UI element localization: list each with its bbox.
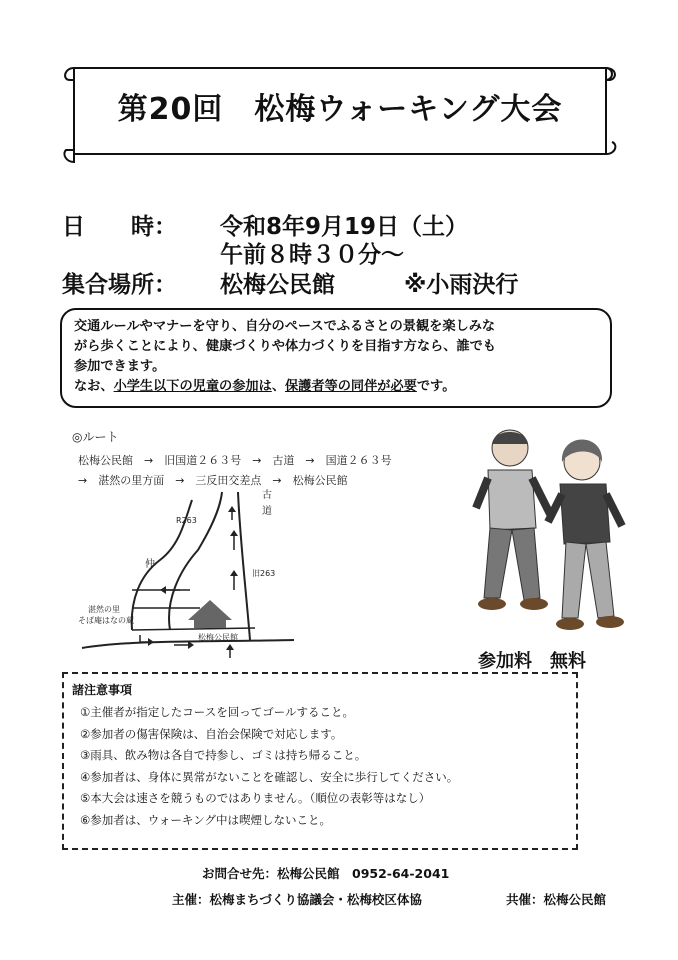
route-line-2: → 湛然の里方面 → 三反田交差点 → 松梅公民館 (78, 474, 348, 487)
note-children: 小学生以下の児童の参加は (113, 379, 272, 394)
notes-list (80, 702, 458, 831)
date-label: 日 時： (62, 214, 177, 240)
notes-item: ③雨具、飲み物は各自で持参し、ゴミは持ち帰ること。 (80, 748, 367, 762)
notes-item: ⑥参加者は、ウォーキング中は喫煙しないこと。 (80, 812, 332, 827)
participation-fee: 参加料 無料 (478, 651, 586, 672)
message-box (60, 308, 612, 408)
note-guardian: 保護者等の同伴が必要 (285, 379, 417, 394)
map-label-naka: 仲 (145, 559, 155, 570)
place-label: 集合場所： (62, 272, 177, 298)
map-label-r263: R263 (176, 516, 197, 525)
map-label-kodo-1: 古 (262, 490, 272, 501)
notes-item: ⑤本大会は速さを競うものではありません。（順位の表彰等はなし） (80, 791, 431, 805)
notes-item: ②参加者の傷害保険は、自治会保険で対応します。 (80, 726, 343, 741)
message-line-note (74, 377, 598, 397)
notes-title: 諸注意事項 (72, 683, 133, 697)
cosponsor: 共催：松梅公民館 (506, 892, 607, 907)
walking-couple-illustration (470, 418, 640, 638)
map-label-kodo-2: 道 (262, 506, 272, 517)
notes-item: ①主催者が指定したコースを回ってゴールすること。 (80, 705, 355, 719)
message-line: 交通ルールやマナーを守り、自分のペースでふるさとの景観を楽しみな (74, 319, 496, 334)
rain-note: ※小雨決行 (404, 272, 519, 298)
place-value: 松梅公民館 (220, 272, 335, 298)
note-suffix: です。 (416, 379, 456, 394)
map-label-old263: 旧263 (252, 569, 276, 578)
contact-info: お問合せ先：松梅公民館 0952-64-2041 (202, 866, 450, 881)
map-label-kominkan: 松梅公民館 (198, 633, 238, 642)
date-value: 令和8年9月19日（土） (220, 214, 469, 240)
page-title: 第20回 松梅ウォーキング大会 (117, 92, 563, 127)
message-line: 参加できます。 (74, 359, 166, 374)
organizer: 主催：松梅まちづくり協議会・松梅校区体協 (172, 892, 422, 907)
route-heading: ◎ルート (72, 430, 119, 444)
map-label-soba: そば庵はなの蔵 (78, 616, 134, 625)
route-line-1: 松梅公民館 → 旧国道２６３号 → 古道 → 国道２６３号 (78, 454, 392, 467)
notes-item: ④参加者は、身体に異常がないことを確認し、安全に歩行してください。 (80, 769, 459, 784)
note-comma: 、 (271, 379, 285, 394)
map-label-tannen: 湛然の里 (88, 605, 120, 614)
message-line: がら歩くことにより、健康づくりや体力づくりを目指す方なら、誰でも (74, 339, 496, 354)
time-value: 午前８時３０分～ (220, 242, 404, 268)
note-prefix: なお、 (74, 379, 114, 394)
